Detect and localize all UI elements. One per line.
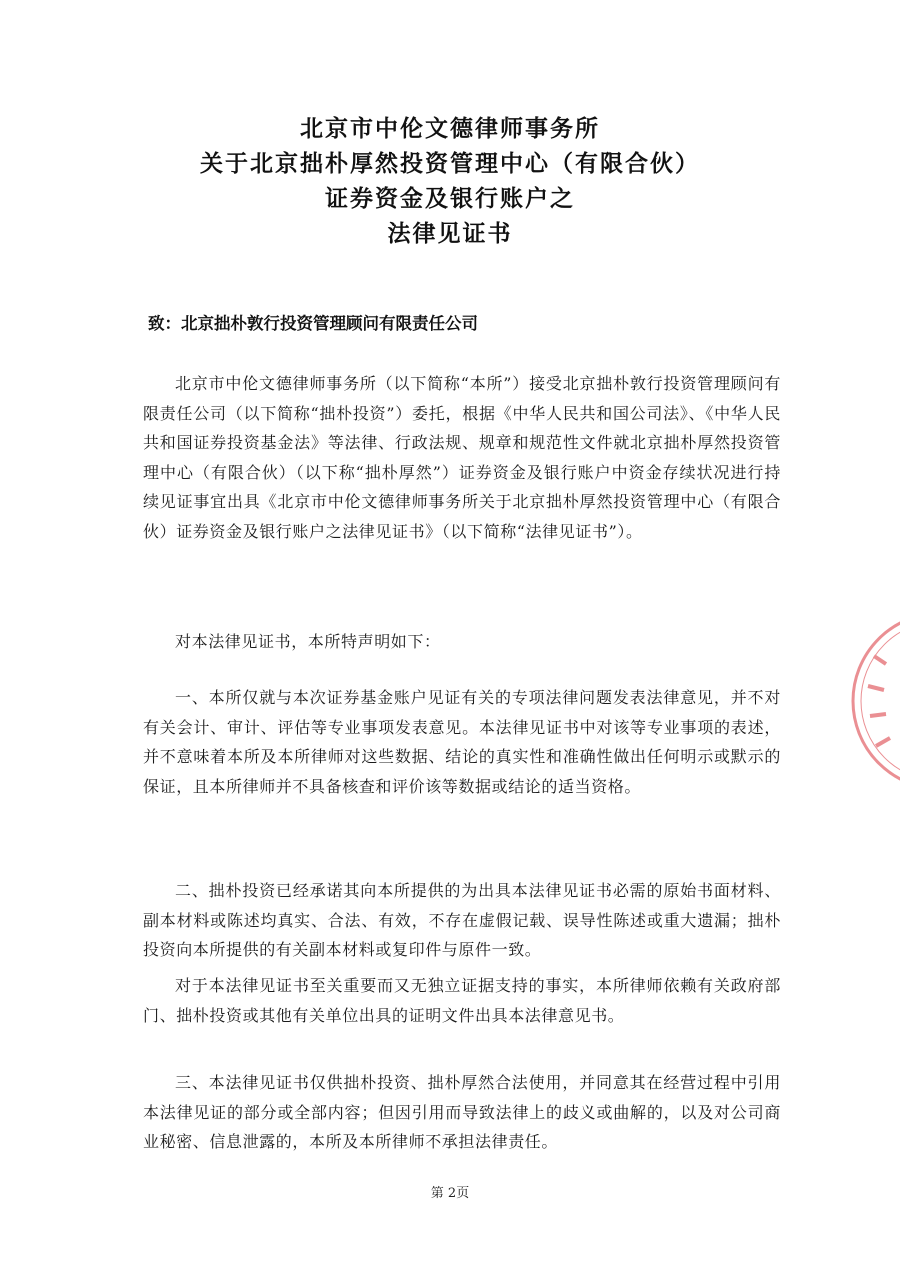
title-line-3: 证券资金及银行账户之 <box>325 186 575 212</box>
seal-ring <box>853 613 900 789</box>
title-line-4: 法律见证书 <box>387 221 513 247</box>
seal-inner-ring <box>861 621 900 781</box>
addressee: 致：北京拙朴敦行投资管理顾问有限责任公司 <box>148 314 478 333</box>
title-line-1: 北京市中伦文德律师事务所 <box>300 116 600 142</box>
document-title <box>0 112 900 252</box>
declaration-paragraph: 对本法律见证书，本所特声明如下： <box>175 632 441 651</box>
clause-3-paragraph: 三、本法律见证书仅供拙朴投资、拙朴厚然合法使用，并同意其在经营过程中引用本法律见证的部分或全部内容；但因引用而导致法律上的歧义或曲解的，以及对公司商业秘密、信息泄露的，本所及本所律师不承担法律责任。 <box>143 1073 781 1151</box>
intro-paragraph: 北京市中伦文德律师事务所（以下简称“本所”）接受北京拙朴敦行投资管理顾问有限责任公司（以下简称“拙朴投资”）委托，根据《中华人民共和国公司法》、《中华人民共和国证券投资基金法》等法律、行政法规、规章和规范性文件就北京拙朴厚然投资管理中心（有限合伙）（以下称“拙朴厚然”）证券资金及银行账户中资金存续状况进行持续见证事宜出具《北京市中伦文德律师事务所关于北京拙朴厚然投资管理中心（有限合伙）证券资金及银行账户之法律见证书》（以下简称“法律见证书”）。 <box>143 374 781 541</box>
page-number: 第 2页 <box>430 1186 470 1201</box>
clause-1-paragraph: 一、本所仅就与本次证券基金账户见证有关的专项法律问题发表法律意见，并不对有关会计、审计、评估等专业事项发表意见。本法律见证书中对该等专业事项的表述，并不意味着本所及本所律师对这些数据、结论的真实性和准确性做出任何明示或默示的保证，且本所律师并不具备核查和评价该等数据或结论的适当资格。 <box>143 688 781 796</box>
title-line-2: 关于北京拙朴厚然投资管理中心（有限合伙） <box>200 151 700 177</box>
official-seal-stamp <box>846 606 900 796</box>
clause-2-supplement-paragraph: 对于本法律见证书至关重要而又无独立证据支持的事实，本所律师依赖有关政府部门、拙朴投资或其他有关单位出具的证明文件出具本法律意见书。 <box>143 976 781 1025</box>
clause-2-paragraph: 二、拙朴投资已经承诺其向本所提供的为出具本法律见证书必需的原始书面材料、副本材料或陈述均真实、合法、有效，不存在虚假记载、误导性陈述或重大遗漏；拙朴投资向本所提供的有关副本材料或复印件与原件一致。 <box>143 881 781 959</box>
seal-marks <box>868 656 890 746</box>
